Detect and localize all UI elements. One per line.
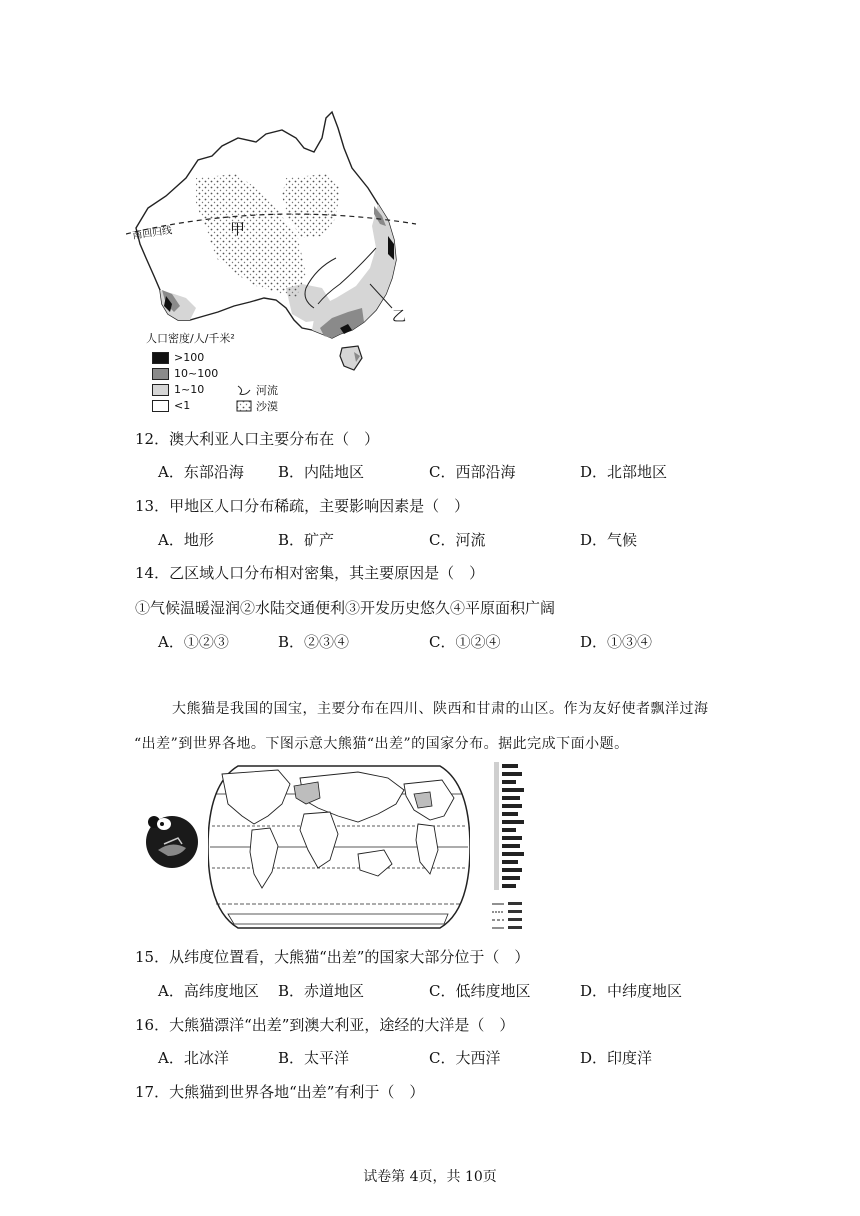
passage-line-2: “出差”到世界各地。下图示意大熊猫“出差”的国家分布。据此完成下面小题。 [134, 736, 629, 752]
tasmania [340, 346, 362, 370]
region-jia-label: 甲 [230, 220, 246, 238]
question-12: 12．澳大利亚人口主要分布在（ ） [135, 430, 380, 448]
world-map [208, 764, 470, 930]
world-map-legend-drawing [486, 760, 530, 932]
q16-option-a[interactable]: A．北冰洋 [158, 1049, 229, 1067]
legend-title: 人口密度/人/千米² [146, 332, 235, 345]
q16-option-c[interactable]: C．大西洋 [429, 1049, 501, 1067]
question-13: 13．甲地区人口分布稀疏，主要影响因素是（ ） [135, 497, 470, 515]
panda-emblem [144, 810, 200, 870]
legend-item-lt1: <1 [152, 399, 190, 412]
tropic-label: 南回归线 [131, 225, 173, 242]
legend-item-desert: 沙漠 [236, 398, 278, 414]
panda-icon [144, 810, 200, 870]
passage-line-1: 大熊猫是我国的国宝，主要分布在四川、陕西和甘肃的山区。作为友好使者飘洋过海 [172, 701, 709, 717]
q13-option-c[interactable]: C．河流 [429, 531, 486, 549]
q12-option-b[interactable]: B．内陆地区 [278, 463, 365, 481]
q14-option-d[interactable]: D．①③④ [580, 633, 653, 651]
world-map-drawing [208, 764, 470, 930]
page-footer: 试卷第 4页，共 10页 [363, 1169, 497, 1185]
desert-icon [236, 400, 252, 412]
legend-item-10-100: 10~100 [152, 367, 218, 380]
q15-option-b[interactable]: B．赤道地区 [278, 982, 365, 1000]
river-icon [236, 384, 252, 396]
q16-option-b[interactable]: B．太平洋 [278, 1049, 350, 1067]
q13-option-d[interactable]: D．气候 [580, 531, 638, 549]
legend-item-1-10: 1~10 [152, 383, 204, 396]
q13-option-b[interactable]: B．矿产 [278, 531, 335, 549]
q15-option-d[interactable]: D．中纬度地区 [580, 982, 683, 1000]
q12-option-a[interactable]: A．东部沿海 [158, 463, 244, 481]
question-17: 17．大熊猫到世界各地“出差”有利于（ ） [135, 1083, 425, 1101]
legend-item-river: 河流 [236, 382, 278, 398]
q16-option-d[interactable]: D．印度洋 [580, 1049, 653, 1067]
q14-option-b[interactable]: B．②③④ [278, 633, 350, 651]
q14-option-a[interactable]: A．①②③ [158, 633, 229, 651]
q15-option-a[interactable]: A．高纬度地区 [158, 982, 259, 1000]
legend-item-gt100: >100 [152, 351, 204, 364]
world-map-legend [486, 760, 530, 932]
question-14: 14．乙区域人口分布相对密集，其主要原因是（ ） [135, 564, 485, 582]
q15-option-c[interactable]: C．低纬度地区 [429, 982, 531, 1000]
region-yi-label: 乙 [392, 309, 406, 325]
q13-option-a[interactable]: A．地形 [158, 531, 214, 549]
australia-map [126, 108, 426, 413]
q14-option-c[interactable]: C．①②④ [429, 633, 501, 651]
q12-option-d[interactable]: D．北部地区 [580, 463, 668, 481]
question-14-statements: ①气候温暖湿润②水陆交通便利③开发历史悠久④平原面积广阔 [135, 599, 556, 617]
q12-option-c[interactable]: C．西部沿海 [429, 463, 516, 481]
question-15: 15．从纬度位置看，大熊猫“出差”的国家大部分位于（ ） [135, 948, 530, 966]
question-16: 16．大熊猫漂洋“出差”到澳大利亚，途经的大洋是（ ） [135, 1016, 515, 1034]
